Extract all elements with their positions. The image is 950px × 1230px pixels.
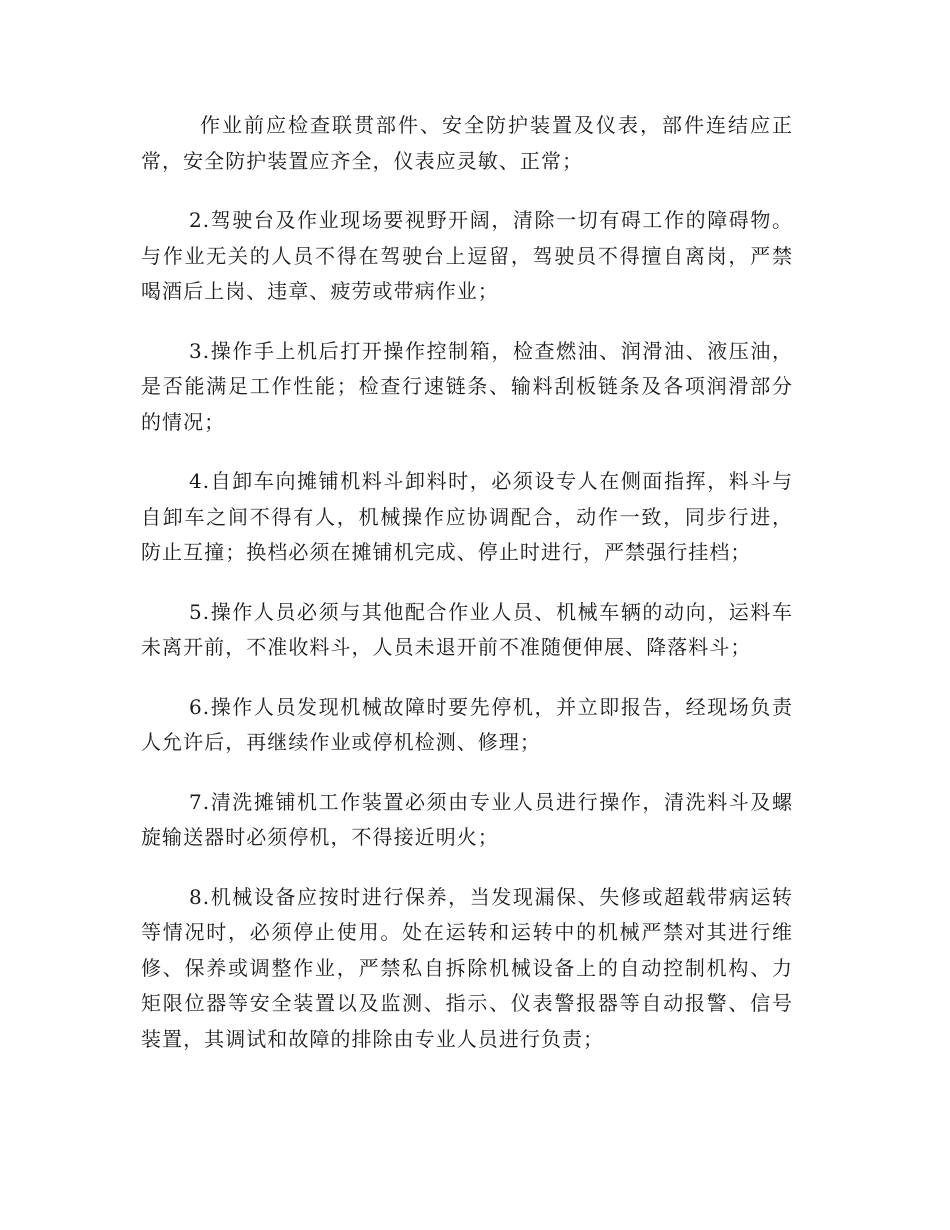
paragraph-8: 8.机械设备应按时进行保养，当发现漏保、失修或超载带病运转等情况时，必须停止使用。处在运转和运转中的机械严禁对其进行维修、保养或调整作业，严禁私自拆除机械设备上的自动控制机构、力矩限位器等安全装置以及监测、指示、仪表警报器等自动报警、信号装置，其调试和故障的排除由专业人员进行负责； — [141, 884, 793, 1051]
paragraph-3: 3.操作手上机后打开操作控制箱，检查燃油、润滑油、液压油，是否能满足工作性能；检查行速链条、输料刮板链条及各项润滑部分的情况； — [141, 338, 793, 434]
paragraph-2: 2.驾驶台及作业现场要视野开阔，清除一切有碍工作的障碍物。与作业无关的人员不得在驾驶台上逗留，驾驶员不得擅自离岗，严禁喝酒后上岗、违章、疲劳或带病作业； — [141, 208, 793, 303]
paragraph-5: 5.操作人员必须与其他配合作业人员、机械车辆的动向，运料车未离开前，不准收料斗，人员未退开前不准随便伸展、降落料斗； — [141, 599, 793, 659]
paragraph-1: 作业前应检查联贯部件、安全防护装置及仪表，部件连结应正常，安全防护装置应齐全，仪表应灵敏、正常； — [141, 113, 793, 173]
paragraph-4: 4.自卸车向摊铺机料斗卸料时，必须设专人在侧面指挥，料斗与自卸车之间不得有人，机械操作应协调配合，动作一致，同步行进，防止互撞；换档必须在摊铺机完成、停止时进行，严禁强行挂档； — [141, 469, 793, 564]
document-body — [141, 108, 793, 1081]
paragraph-6: 6.操作人员发现机械故障时要先停机，并立即报告，经现场负责人允许后，再继续作业或停机检测、修理； — [141, 694, 793, 754]
paragraph-7: 7.清洗摊铺机工作装置必须由专业人员进行操作，清洗料斗及螺旋输送器时必须停机，不得接近明火； — [141, 789, 793, 849]
